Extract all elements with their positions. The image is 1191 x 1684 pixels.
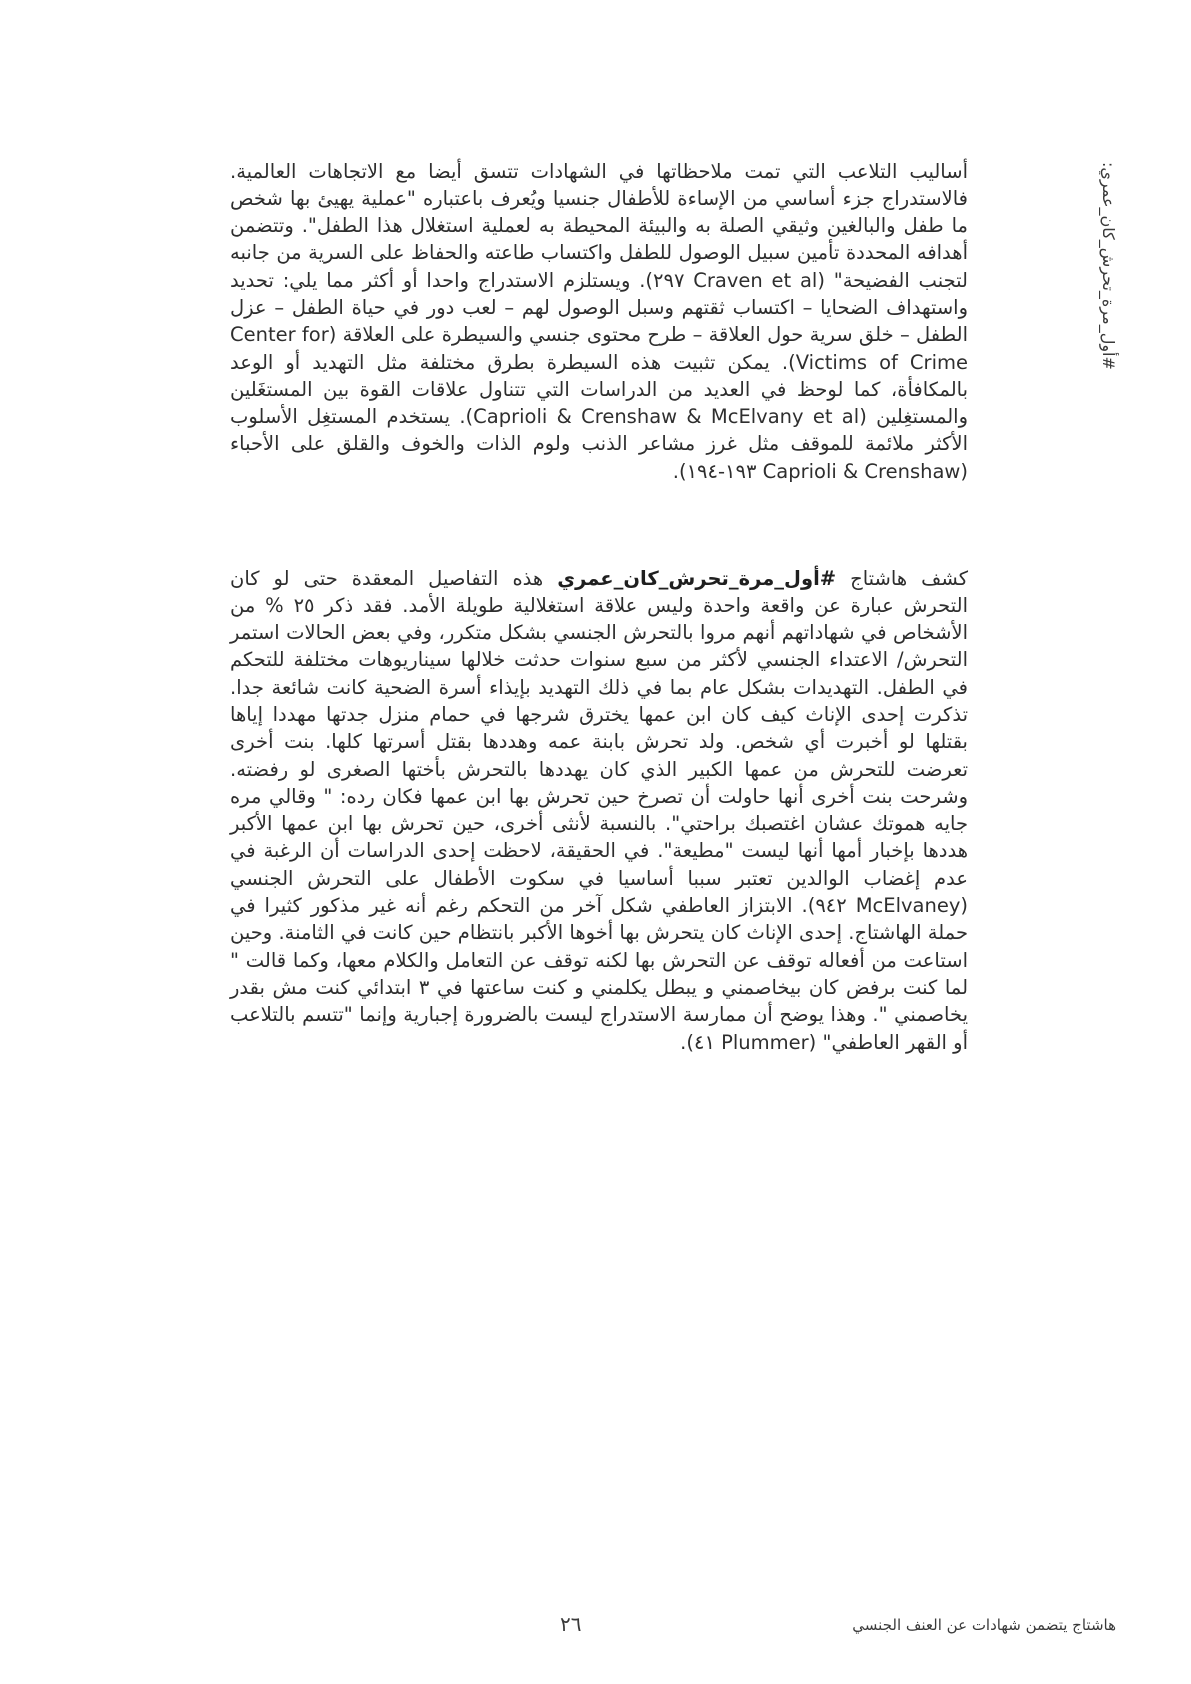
body-paragraph-1: أساليب التلاعب التي تمت ملاحظاتها في الشهادات تتسق أيضا مع الاتجاهات العالمية. فالاستدراج جزء أساسي من الإساءة للأطفال جنسيا ويُعرف باعتباره "عملية يهيئ بها شخص ما طفل والبالغين وثيقي الصلة به والبيئة المحيطة به لعملية استغلال هذا الطفل". وتتضمن أهدافه المحددة تأمين سبيل الوصول للطفل واكتساب طاعته والحفاظ على السرية من جانبه لتجنب الفضيحة" (Craven et al ٢٩٧). ويستلزم الاستدراج واحدا أو أكثر مما يلي: تحديد واستهداف الضحايا – اكتساب ثقتهم وسبل الوصول لهم – لعب دور في حياة الطفل – عزل الطفل – خلق سرية حول العلاقة – طرح محتوى جنسي والسيطرة على العلاقة (Center for Victims of Crime). يمكن تثبيت هذه السيطرة بطرق مختلفة مثل التهديد أو الوعد بالمكافأة، كما لوحظ في العديد من الدراسات التي تتناول علاقات القوة بين المستغَلين والمستغِلين (Caprioli & Crenshaw & McElvany et al). يستخدم المستغِل الأسلوب الأكثر ملائمة للموقف مثل غرز مشاعر الذنب ولوم الذات والخوف والقلق على الأحباء (Caprioli & Crenshaw ١٩٣-١٩٤). xyxy=(230,159,969,483)
page-footer xyxy=(0,1612,1191,1642)
paragraph-2-text: هذه التفاصيل المعقدة حتى لو كان التحرش عبارة عن واقعة واحدة وليس علاقة استغلالية طويلة الأمد. فقد ذكر ٢٥ % من الأشخاص في شهاداتهم أنهم مروا بالتحرش الجنسي بشكل متكرر، وفي بعض الحالات استمر التحرش/ الاعتداء الجنسي لأكثر من سبع سنوات حدثت خلالها سيناريوهات مختلفة للتحكم في الطفل. التهديدات بشكل عام بما في ذلك التهديد بإيذاء أسرة الضحية كانت شائعة جدا. تذكرت إحدى الإناث كيف كان ابن عمها يخترق شرجها في حمام منزل جدتها مهددا إياها بقتلها لو أخبرت أي شخص. ولد تحرش بابنة عمه وهددها بقتل أسرتها كلها. بنت أخرى تعرضت للتحرش من عمها الكبير الذي كان يهددها بالتحرش بأختها الصغرى لو رفضته. وشرحت بنت أخرى أنها حاولت أن تصرخ حين تحرش بها ابن عمها فكان رده: " وقالي مره جايه هموتك عشان اغتصبك براحتي". بالنسبة لأنثى أخرى، حين تحرش بها ابن عمها الأكبر هددها بإخبار أمها أنها ليست "مطيعة". في الحقيقة، لاحظت إحدى الدراسات أن الرغبة في عدم إغضاب الوالدين تعتبر سببا أساسيا في سكوت الأطفال على التحرش الجنسي (McElvaney ٩٤٢). الابتزاز العاطفي شكل آخر من التحكم رغم أنه غير مذكور كثيرا في حملة الهاشتاج. إحدى الإناث كان يتحرش بها أخوها الأكبر بانتظام حين كانت في الثامنة. وحين استاعت من أفعاله توقف عن التحرش بها لكنه توقف عن التعامل والكلام معها، وكما قالت " لما كنت برفض كان بيخاصمني و يبطل يكلمني و كنت ساعتها في ٣ ابتدائي كنت مش بقدر يخاصمني ". وهذا يوضح أن ممارسة الاستدراج ليست بالضرورة إجبارية وإنما "تتسم بالتلاعب أو القهر العاطفي" (Plummer ٤١). xyxy=(230,566,969,1054)
body-paragraph-2 xyxy=(230,565,968,1056)
side-hashtag-label: #أول_مرة_تحرش_كان_عمري: xyxy=(1099,162,1118,370)
hashtag-inline: #أول_مرة_تحرش_كان_عمري xyxy=(557,566,837,590)
page-number: ٢٦ xyxy=(560,1612,582,1636)
paragraph-2-prefix: كشف هاشتاج xyxy=(836,566,968,590)
footer-title: هاشتاج يتضمن شهادات عن العنف الجنسي xyxy=(852,1616,1116,1634)
